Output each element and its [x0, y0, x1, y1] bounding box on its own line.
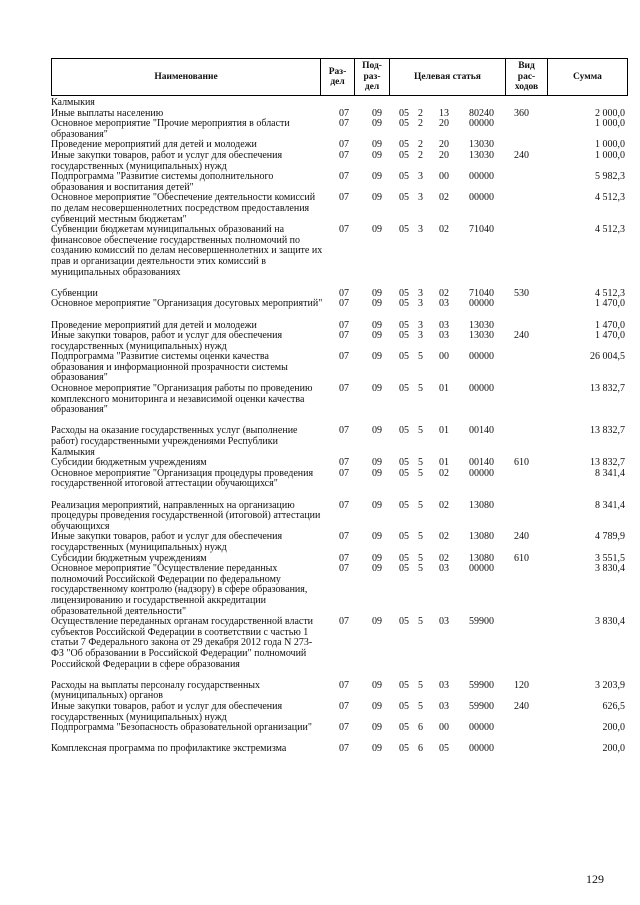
sum-value: 1 470,0	[595, 298, 625, 310]
target-part-4: 59900	[469, 701, 494, 713]
row-name: Субсидии бюджетным учреждениям	[51, 552, 207, 564]
table-header	[51, 58, 628, 96]
podrazdel-value: 09	[372, 171, 382, 183]
target-part-1: 05	[399, 351, 409, 363]
target-part-4: 13030	[469, 139, 494, 151]
row-name: Основное мероприятие "Обеспечение деятельности комиссий по делам несовершеннолетних посредством предоставления субвенций местным бюджетам"	[51, 192, 316, 225]
target-part-3: 00	[439, 722, 449, 734]
podrazdel-value: 09	[372, 118, 382, 130]
table-row	[51, 119, 627, 140]
row-name: Субвенции бюджетам муниципальных образований на финансовое обеспечение государственных полномочий по созданию комиссий по делам несовершеннолетних и защите их прав и организации деятельности этих комиссий в муниципальных образованиях	[51, 224, 323, 278]
target-part-2: 6	[418, 722, 423, 734]
target-part-1: 05	[399, 118, 409, 130]
target-part-4: 00000	[469, 118, 494, 130]
podrazdel-value: 09	[372, 552, 382, 564]
row-name: Расходы на выплаты персоналу государственных (муниципальных) органов	[51, 679, 261, 702]
razdel-value: 07	[339, 171, 349, 183]
table-row	[51, 352, 627, 384]
target-part-2: 3	[418, 192, 423, 204]
table-row	[51, 299, 627, 320]
razdel-value: 07	[339, 224, 349, 236]
table-row	[51, 744, 627, 755]
row-name: Иные закупки товаров, работ и услуг для обеспечения государственных (муниципальных) нужд	[51, 701, 283, 723]
table-row	[51, 384, 627, 426]
sum-value: 4 789,9	[595, 531, 625, 543]
podrazdel-value: 09	[372, 425, 382, 437]
target-part-1: 05	[399, 107, 409, 119]
target-part-4: 13030	[469, 330, 494, 342]
row-name: Проведение мероприятий для детей и молодежи	[51, 139, 257, 151]
target-part-1: 05	[399, 330, 409, 342]
vid-value: 530	[514, 287, 529, 299]
vid-value: 240	[514, 701, 529, 713]
target-part-1: 05	[399, 743, 409, 755]
header-vid: Вид рас- ходов	[506, 59, 548, 96]
target-part-3: 03	[439, 701, 449, 713]
target-part-4: 00140	[469, 457, 494, 469]
vid-value: 240	[514, 149, 529, 161]
razdel-value: 07	[339, 287, 349, 299]
row-name: Иные закупки товаров, работ и услуг для обеспечения государственных (муниципальных) нужд	[51, 330, 283, 352]
target-part-2: 5	[418, 563, 423, 575]
sum-value: 626,5	[602, 701, 625, 713]
razdel-value: 07	[339, 499, 349, 511]
target-part-4: 71040	[469, 224, 494, 236]
target-part-3: 03	[439, 330, 449, 342]
table-row	[51, 702, 627, 723]
target-part-4: 00000	[469, 743, 494, 755]
table-row	[51, 151, 627, 172]
podrazdel-value: 09	[372, 679, 382, 691]
target-part-1: 05	[399, 139, 409, 151]
header-name: Наименование	[52, 59, 321, 96]
razdel-value: 07	[339, 425, 349, 437]
target-part-3: 03	[439, 298, 449, 310]
target-part-2: 3	[418, 298, 423, 310]
row-name: Основное мероприятие "Организация работы по проведению комплексного мониторинга и независимой оценки качества образования"	[51, 383, 313, 416]
sum-value: 1 000,0	[595, 139, 625, 151]
razdel-value: 07	[339, 330, 349, 342]
target-part-2: 2	[418, 149, 423, 161]
razdel-value: 07	[339, 616, 349, 628]
razdel-value: 07	[339, 107, 349, 119]
table-row	[51, 193, 627, 225]
razdel-value: 07	[339, 563, 349, 575]
target-part-2: 3	[418, 330, 423, 342]
podrazdel-value: 09	[372, 467, 382, 479]
row-name: Субсидии бюджетным учреждениям	[51, 457, 207, 469]
target-part-4: 13080	[469, 552, 494, 564]
header-razdel: Раз- дел	[321, 59, 355, 96]
target-part-1: 05	[399, 679, 409, 691]
target-part-2: 3	[418, 171, 423, 183]
vid-value: 240	[514, 531, 529, 543]
vid-value: 120	[514, 679, 529, 691]
podrazdel-value: 09	[372, 351, 382, 363]
podrazdel-value: 09	[372, 192, 382, 204]
table-row	[51, 501, 627, 533]
podrazdel-value: 09	[372, 563, 382, 575]
target-part-3: 20	[439, 118, 449, 130]
razdel-value: 07	[339, 298, 349, 310]
target-part-3: 20	[439, 139, 449, 151]
table-row	[51, 564, 627, 617]
podrazdel-value: 09	[372, 287, 382, 299]
target-part-4: 59900	[469, 679, 494, 691]
podrazdel-value: 09	[372, 107, 382, 119]
razdel-value: 07	[339, 457, 349, 469]
row-name: Иные закупки товаров, работ и услуг для обеспечения государственных (муниципальных) нужд	[51, 149, 283, 172]
podrazdel-value: 09	[372, 743, 382, 755]
target-part-4: 00000	[469, 192, 494, 204]
target-part-1: 05	[399, 563, 409, 575]
row-name: Иные закупки товаров, работ и услуг для обеспечения государственных (муниципальных) нужд	[51, 531, 283, 554]
row-name: Субвенции	[51, 287, 98, 299]
podrazdel-value: 09	[372, 616, 382, 628]
sum-value: 3 551,5	[595, 552, 625, 564]
target-part-2: 5	[418, 467, 423, 479]
row-name: Основное мероприятие "Осуществление переданных полномочий Российской Федерации по федеральному государственному контролю (надзору) в сфере образования, лицензированию и государственной аккредитации образовательной деятельности"	[51, 563, 308, 617]
sum-value: 13 832,7	[590, 383, 625, 395]
target-part-4: 00000	[469, 467, 494, 479]
sum-value: 2 000,0	[595, 107, 625, 119]
razdel-value: 07	[339, 552, 349, 564]
target-part-4: 80240	[469, 107, 494, 119]
podrazdel-value: 09	[372, 701, 382, 713]
target-part-1: 05	[399, 425, 409, 437]
target-part-4: 00000	[469, 383, 494, 395]
target-part-3: 05	[439, 743, 449, 755]
sum-value: 1 470,0	[595, 330, 625, 342]
razdel-value: 07	[339, 383, 349, 395]
razdel-value: 07	[339, 139, 349, 151]
target-part-3: 02	[439, 499, 449, 511]
vid-value: 610	[514, 552, 529, 564]
target-part-2: 5	[418, 457, 423, 469]
podrazdel-value: 09	[372, 383, 382, 395]
target-part-2: 5	[418, 679, 423, 691]
razdel-value: 07	[339, 319, 349, 331]
header-target: Целевая статья	[390, 59, 506, 96]
target-part-2: 2	[418, 107, 423, 119]
razdel-value: 07	[339, 192, 349, 204]
target-part-3: 13	[439, 107, 449, 119]
target-part-1: 05	[399, 192, 409, 204]
header-sum: Сумма	[548, 59, 628, 96]
target-part-4: 00000	[469, 722, 494, 734]
razdel-value: 07	[339, 722, 349, 734]
razdel-value: 07	[339, 743, 349, 755]
table-row	[51, 617, 627, 681]
target-part-4: 13030	[469, 149, 494, 161]
table-row	[51, 331, 627, 352]
target-part-1: 05	[399, 298, 409, 310]
table-row	[51, 426, 627, 458]
target-part-4: 00000	[469, 563, 494, 575]
podrazdel-value: 09	[372, 298, 382, 310]
target-part-4: 13030	[469, 319, 494, 331]
target-part-3: 02	[439, 192, 449, 204]
sum-value: 3 203,9	[595, 679, 625, 691]
target-part-1: 05	[399, 319, 409, 331]
row-name: Комплексная программа по профилактике экстремизма	[51, 743, 287, 755]
target-part-2: 5	[418, 701, 423, 713]
target-part-1: 05	[399, 224, 409, 236]
sum-value: 3 830,4	[595, 616, 625, 628]
row-name: Иные выплаты населению	[51, 107, 164, 119]
target-part-2: 3	[418, 287, 423, 299]
sum-value: 4 512,3	[595, 287, 625, 299]
target-part-3: 03	[439, 679, 449, 691]
target-part-4: 13080	[469, 531, 494, 543]
sum-value: 3 830,4	[595, 563, 625, 575]
row-name: Калмыкия	[51, 97, 95, 108]
target-part-4: 00000	[469, 298, 494, 310]
table-row	[51, 172, 627, 193]
target-part-2: 3	[418, 224, 423, 236]
target-part-1: 05	[399, 287, 409, 299]
target-part-3: 01	[439, 457, 449, 469]
header-podrazdel: Под- раз- дел	[355, 59, 390, 96]
sum-value: 4 512,3	[595, 192, 625, 204]
target-part-4: 00000	[469, 351, 494, 363]
target-part-3: 00	[439, 171, 449, 183]
sum-value: 200,0	[602, 722, 625, 734]
podrazdel-value: 09	[372, 531, 382, 543]
table-row	[51, 225, 627, 289]
vid-value: 610	[514, 457, 529, 469]
razdel-value: 07	[339, 701, 349, 713]
row-name: Основное мероприятие "Организация процедуры проведения государственной итоговой аттестации обучающихся"	[51, 467, 314, 490]
target-part-2: 6	[418, 743, 423, 755]
table-row	[51, 469, 627, 501]
podrazdel-value: 09	[372, 457, 382, 469]
razdel-value: 07	[339, 467, 349, 479]
table-row	[51, 98, 627, 109]
table-row	[51, 723, 627, 744]
podrazdel-value: 09	[372, 139, 382, 151]
sum-value: 8 341,4	[595, 499, 625, 511]
sum-value: 5 982,3	[595, 171, 625, 183]
target-part-1: 05	[399, 383, 409, 395]
target-part-4: 71040	[469, 287, 494, 299]
table-row	[51, 532, 627, 553]
sum-value: 200,0	[602, 743, 625, 755]
target-part-1: 05	[399, 616, 409, 628]
target-part-4: 00000	[469, 171, 494, 183]
target-part-1: 05	[399, 722, 409, 734]
target-part-2: 2	[418, 118, 423, 130]
table-row	[51, 681, 627, 702]
row-name: Подпрограмма "Безопасность образовательной организации"	[51, 722, 312, 734]
sum-value: 1 470,0	[595, 319, 625, 331]
target-part-1: 05	[399, 171, 409, 183]
target-part-3: 03	[439, 563, 449, 575]
podrazdel-value: 09	[372, 499, 382, 511]
sum-value: 8 341,4	[595, 467, 625, 479]
target-part-2: 3	[418, 319, 423, 331]
target-part-4: 00140	[469, 425, 494, 437]
target-part-1: 05	[399, 467, 409, 479]
target-part-2: 5	[418, 531, 423, 543]
podrazdel-value: 09	[372, 224, 382, 236]
target-part-3: 02	[439, 531, 449, 543]
podrazdel-value: 09	[372, 722, 382, 734]
row-name: Реализация мероприятий, направленных на организацию процедуры проведения государственной (итоговой) аттестации обучающихся	[51, 499, 321, 532]
target-part-3: 02	[439, 287, 449, 299]
sum-value: 26 004,5	[590, 351, 625, 363]
row-name: Подпрограмма "Развитие системы дополнительного образования и воспитания детей"	[51, 171, 274, 193]
target-part-1: 05	[399, 149, 409, 161]
razdel-value: 07	[339, 149, 349, 161]
target-part-1: 05	[399, 499, 409, 511]
row-name: Расходы на оказание государственных услуг (выполнение работ) государственными учреждениями Республики Калмыкия	[51, 425, 298, 458]
target-part-1: 05	[399, 552, 409, 564]
target-part-1: 05	[399, 701, 409, 713]
row-name: Основное мероприятие "Прочие мероприятия в области образования"	[51, 118, 290, 140]
target-part-2: 5	[418, 552, 423, 564]
row-name: Подпрограмма "Развитие системы оценки качества образования и информационной прозрачности системы образования"	[51, 351, 288, 384]
razdel-value: 07	[339, 679, 349, 691]
target-part-3: 03	[439, 616, 449, 628]
target-part-2: 5	[418, 425, 423, 437]
target-part-3: 03	[439, 319, 449, 331]
razdel-value: 07	[339, 118, 349, 130]
razdel-value: 07	[339, 531, 349, 543]
row-name: Проведение мероприятий для детей и молодежи	[51, 319, 257, 331]
target-part-3: 00	[439, 351, 449, 363]
sum-value: 1 000,0	[595, 118, 625, 130]
target-part-4: 13080	[469, 499, 494, 511]
vid-value: 360	[514, 107, 529, 119]
target-part-3: 02	[439, 552, 449, 564]
target-part-3: 02	[439, 467, 449, 479]
target-part-3: 02	[439, 224, 449, 236]
target-part-3: 20	[439, 149, 449, 161]
target-part-2: 5	[418, 383, 423, 395]
target-part-2: 5	[418, 616, 423, 628]
row-name: Осуществление переданных органам государственной власти субъектов Российской Федерации в соответствии с частью 1 статьи 7 Федерального закона от 29 декабря 2012 года N 273-ФЗ "Об образовании в Российской Федерации" полномочий Российской Федерации в сфере образования	[51, 616, 314, 670]
sum-value: 13 832,7	[590, 425, 625, 437]
podrazdel-value: 09	[372, 330, 382, 342]
target-part-2: 5	[418, 351, 423, 363]
sum-value: 4 512,3	[595, 224, 625, 236]
target-part-3: 01	[439, 425, 449, 437]
target-part-2: 2	[418, 139, 423, 151]
target-part-2: 5	[418, 499, 423, 511]
row-name: Основное мероприятие "Организация досуговых мероприятий"	[51, 298, 323, 310]
target-part-1: 05	[399, 457, 409, 469]
podrazdel-value: 09	[372, 319, 382, 331]
sum-value: 13 832,7	[590, 457, 625, 469]
vid-value: 240	[514, 330, 529, 342]
target-part-4: 59900	[469, 616, 494, 628]
razdel-value: 07	[339, 351, 349, 363]
page-number: 129	[586, 872, 604, 886]
sum-value: 1 000,0	[595, 149, 625, 161]
table-body	[51, 98, 627, 755]
podrazdel-value: 09	[372, 149, 382, 161]
target-part-3: 01	[439, 383, 449, 395]
target-part-1: 05	[399, 531, 409, 543]
